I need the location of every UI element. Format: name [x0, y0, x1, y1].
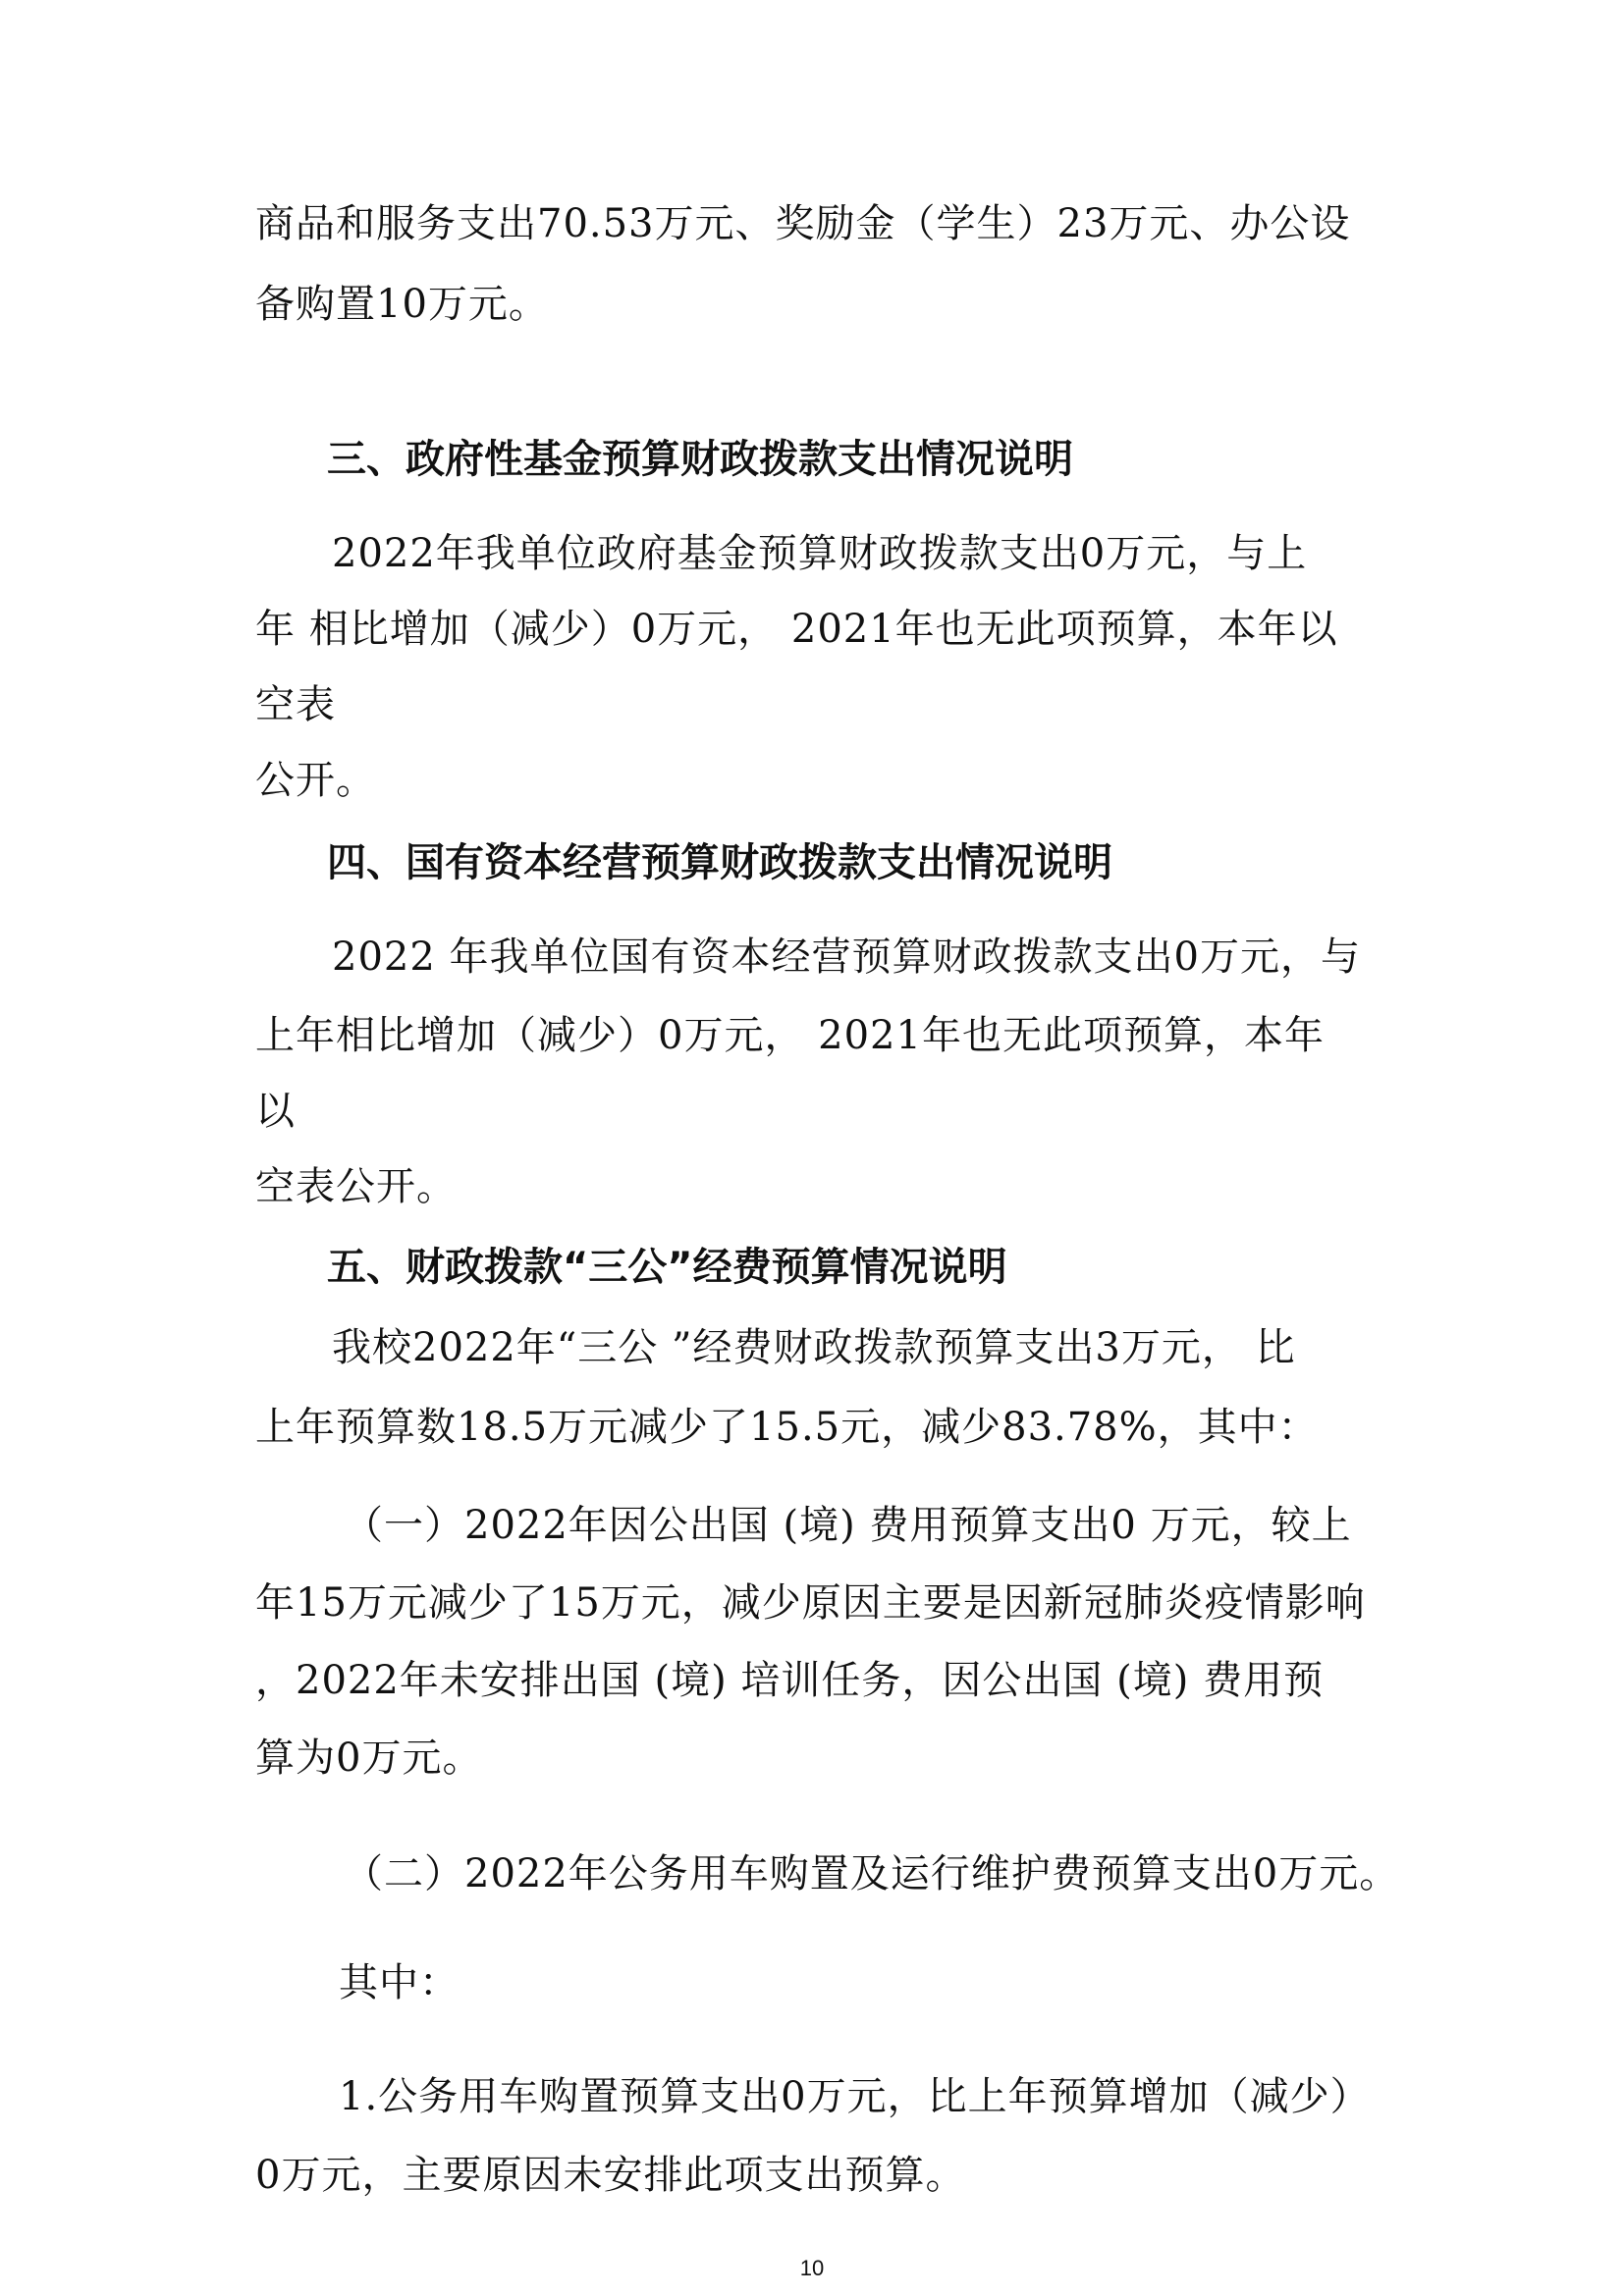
paragraph-line: 2022年我单位政府基金预算财政拨款支出0万元，与上 [332, 531, 1308, 576]
paragraph-line: （二）2022年公务用车购置及运行维护费预算支出0万元。 [344, 1851, 1400, 1896]
paragraph-line: 上年预算数18.5万元减少了15.5元，减少83.78%，其中： [255, 1405, 1319, 1450]
section-heading-5: 五、财政拨款“三公”经费预算情况说明 [327, 1245, 1007, 1290]
page-number: 10 [799, 2256, 825, 2280]
paragraph-line: 以 [255, 1089, 296, 1134]
paragraph-line: 2022 年我单位国有资本经营预算财政拨款支出0万元，与 [332, 934, 1361, 980]
paragraph-line: 1.公务用车购置预算支出0万元，比上年预算增加（减少） [339, 2074, 1371, 2119]
paragraph-line: 年15万元减少了15万元，减少原因主要是因新冠肺炎疫情影响 [255, 1580, 1366, 1626]
paragraph-line: 0万元，主要原因未安排此项支出预算。 [255, 2153, 966, 2198]
paragraph-line: 备购置10万元。 [255, 282, 549, 327]
paragraph-line: 商品和服务支出70.53万元、奖励金（学生）23万元、办公设 [255, 201, 1351, 246]
paragraph-line: 算为0万元。 [255, 1735, 483, 1781]
paragraph-line: 其中： [339, 1960, 460, 2005]
paragraph-line: 空表公开。 [255, 1164, 457, 1209]
paragraph-line: 上年相比增加（减少）0万元， 2021年也无此项预算，本年 [255, 1013, 1325, 1058]
paragraph-line: （一）2022年因公出国 (境) 费用预算支出0 万元，较上 [344, 1503, 1352, 1548]
paragraph-line: 年 相比增加（减少）0万元， 2021年也无此项预算，本年以 [255, 607, 1338, 652]
paragraph-line: 我校2022年“三公 ”经费财政拨款预算支出3万元， 比 [332, 1325, 1296, 1370]
section-heading-3: 三、政府性基金预算财政拨款支出情况说明 [327, 437, 1073, 482]
paragraph-line: ，2022年未安排出国 (境) 培训任务，因公出国 (境) 费用预 [255, 1658, 1325, 1703]
paragraph-line: 公开。 [255, 758, 376, 803]
section-heading-4: 四、国有资本经营预算财政拨款支出情况说明 [327, 840, 1112, 885]
paragraph-line: 空表 [255, 682, 336, 727]
